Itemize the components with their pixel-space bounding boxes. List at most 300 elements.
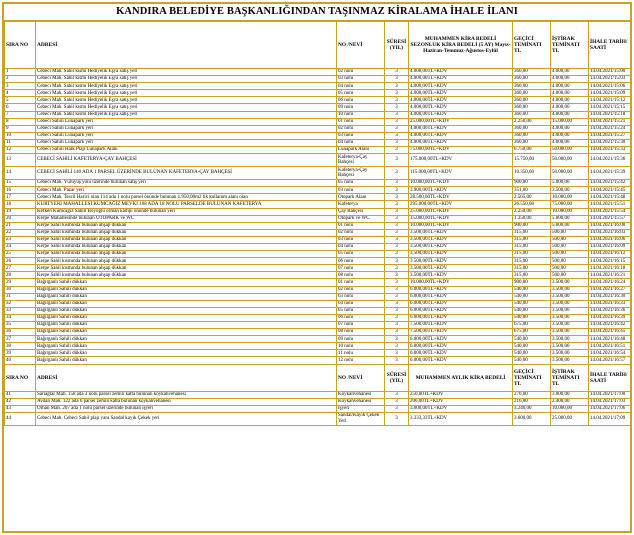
cell-bedel: 6.000,00TL+KDV (409, 357, 513, 364)
table-row (5, 104, 631, 111)
cell-suresi: 3 (385, 208, 409, 215)
cell-bedel: 4.000,00TL+KDV (409, 132, 513, 139)
cell-nevi: 06 nolu (337, 97, 385, 104)
cell-sira-no: 19 (5, 208, 36, 215)
cell-bedel: 75.000,00TL+KDV (409, 147, 513, 154)
cell-ihale-tarih: 14.04.2021/15:51 (589, 201, 631, 208)
cell-bedel: 3.500,00TL+KDV (409, 272, 513, 279)
cell-ihale-tarih: 14.04.2021/16:45 (589, 329, 631, 336)
table-row (5, 167, 631, 180)
cell-nevi: 10 nolu (337, 111, 385, 118)
cell-ihale-tarih: 14.04.2021/17:00 (589, 391, 631, 398)
cell-adres: CEBECİ SAHİLİ 140 ADA 1 PARSEL ÜZERİNDE BULUNAN KAFETERYA-ÇAY BAHÇESİ (36, 167, 337, 180)
cell-bedel: 3.500,00TL+KDV (409, 236, 513, 243)
cell-sira-no: 1 (5, 69, 36, 76)
cell-suresi: 3 (385, 111, 409, 118)
cell-sira-no: 33 (5, 307, 36, 314)
header-nevi: NO /NEVİ (337, 364, 385, 391)
cell-adres: Bağırganlı Sahili dükkan (36, 329, 337, 336)
cell-bedel: 3.500,00TL+KDV (409, 251, 513, 258)
table-row (5, 132, 631, 139)
cell-sira-no: 7 (5, 111, 36, 118)
cell-nevi: 04 nolu (337, 243, 385, 250)
table-row (5, 293, 631, 300)
table-row (5, 187, 631, 194)
cell-sira-no: 22 (5, 229, 36, 236)
cell-istirak-teminat: 4.000,00 (551, 132, 589, 139)
cell-suresi: 3 (385, 300, 409, 307)
cell-sira-no: 27 (5, 265, 36, 272)
cell-adres: Cebeci Mah. Sahil kısmı Hediyelik Eşya satış yeri (36, 83, 337, 90)
cell-adres: Bağırganlı Sahili dükkan (36, 300, 337, 307)
cell-suresi: 3 (385, 147, 409, 154)
cell-istirak-teminat: 4.000,00 (551, 104, 589, 111)
cell-ihale-tarih: 14.04.2021/16:03 (589, 229, 631, 236)
cell-bedel: 200,00TL+KDV (409, 398, 513, 405)
cell-bedel: 6.000,00TL+KDV (409, 314, 513, 321)
table-row (5, 111, 631, 118)
cell-istirak-teminat: 500,00 (551, 272, 589, 279)
cell-istirak-teminat: 500,00 (551, 251, 589, 258)
cell-bedel: 28.500,00TL+KDV (409, 194, 513, 201)
cell-gecici-teminat: 540,00 (513, 300, 551, 307)
cell-bedel: 6.000,00TL+KDV (409, 336, 513, 343)
cell-bedel: 25.000,00TL+KDV (409, 208, 513, 215)
cell-nevi: 03 nolu (337, 187, 385, 194)
cell-bedel: 4.000,00TL+KDV (409, 125, 513, 132)
cell-suresi: 3 (385, 329, 409, 336)
cell-gecici-teminat: 360,00 (513, 125, 551, 132)
table-row (5, 194, 631, 201)
cell-nevi: 03 nolu (337, 293, 385, 300)
cell-suresi: 3 (385, 307, 409, 314)
cell-gecici-teminat: 900,00 (513, 222, 551, 229)
cell-adres: Kerpe Sahil kısmında bulunan ahşap dükkan (36, 258, 337, 265)
cell-gecici-teminat: 360,00 (513, 90, 551, 97)
cell-sira-no: 38 (5, 343, 36, 350)
cell-ihale-tarih: 14.04.2021/17:03 (589, 398, 631, 405)
cell-nevi: 08 nolu (337, 272, 385, 279)
cell-adres: Cebeci Mah. Cebeci Sahil plajı yanı Sandal kayık Çekek yeri (36, 412, 337, 425)
cell-bedel: 4.000,00TL+KDV (409, 83, 513, 90)
cell-ihale-tarih: 14.04.2021/16:15 (589, 258, 631, 265)
cell-ihale-tarih: 14.04.2021/16:06 (589, 236, 631, 243)
cell-gecici-teminat: 540,00 (513, 293, 551, 300)
table-row (5, 272, 631, 279)
cell-istirak-teminat: 4.000,00 (551, 97, 589, 104)
cell-bedel: 3.000,00TL+KDV (409, 405, 513, 412)
cell-adres: Kerpe Sahil kısmında bulunan ahşap dükkan (36, 236, 337, 243)
cell-bedel: 4.000,00TL+KDV (409, 97, 513, 104)
header-ihale-tarih: İHALE TARİH/ SAATİ (589, 22, 631, 69)
cell-adres: KURTYERİ MAHALLESİ KUMCAĞIZ MEVKİ 108 ADA 18 NOLU PARSELDE BULUNAN KAFETERYA (36, 201, 337, 208)
cell-gecici-teminat: 360,00 (513, 69, 551, 76)
table-row (5, 139, 631, 146)
cell-bedel: 6.000,00TL+KDV (409, 350, 513, 357)
cell-gecici-teminat: 2.250,00 (513, 208, 551, 215)
cell-nevi: 03 nolu (337, 236, 385, 243)
header-adres: ADRESİ (36, 22, 337, 69)
cell-suresi: 3 (385, 90, 409, 97)
cell-gecici-teminat: 315,00 (513, 272, 551, 279)
cell-adres: Bağırganlı Sahili dükkan (36, 336, 337, 343)
cell-gecici-teminat: 675,00 (513, 329, 551, 336)
cell-adres: Kerpe Sahil kısmında bulunan ahşap dükkan (36, 243, 337, 250)
table-row (5, 236, 631, 243)
cell-istirak-teminat: 4.000,00 (551, 76, 589, 83)
cell-adres: Kerpe Mahallesinde bulunan OTOPARK ve WC (36, 215, 337, 222)
cell-gecici-teminat: 315,00 (513, 243, 551, 250)
cell-istirak-teminat: 50.000,00 (551, 147, 589, 154)
cell-sira-no: 9 (5, 125, 36, 132)
cell-ihale-tarih: 14.04.2021/16:12 (589, 251, 631, 258)
table-row (5, 286, 631, 293)
cell-nevi: 10 nolu (337, 343, 385, 350)
cell-bedel: 3.500,00TL+KDV (409, 229, 513, 236)
cell-gecici-teminat: 360,00 (513, 132, 551, 139)
cell-ihale-tarih: 14.04.2021/16:42 (589, 322, 631, 329)
cell-sira-no: 23 (5, 236, 36, 243)
cell-nevi: 04 nolu (337, 139, 385, 146)
cell-gecici-teminat: 360,00 (513, 111, 551, 118)
cell-ihale-tarih: 14.04.2021/15:30 (589, 139, 631, 146)
cell-adres: Bağırganlı Sahili dükkan (36, 293, 337, 300)
cell-bedel: 6.000,00TL+KDV (409, 307, 513, 314)
cell-sira-no: 42 (5, 398, 36, 405)
cell-sira-no: 26 (5, 258, 36, 265)
cell-sira-no: 25 (5, 251, 36, 258)
table-row (5, 69, 631, 76)
cell-istirak-teminat: 2.400,00 (551, 398, 589, 405)
cell-adres: Cebeci Sahili Lunapark yeri (36, 118, 337, 125)
cell-adres: Cebeci Mah. Tescil Harici olan 114 ada 1 nolu parsel önünde bulunan 1.950,00m2 lik kullanım alanı olan (36, 194, 337, 201)
cell-istirak-teminat: 3.500,00 (551, 350, 589, 357)
cell-ihale-tarih: 14.04.2021/16:39 (589, 314, 631, 321)
cell-istirak-teminat: 3.500,00 (551, 293, 589, 300)
cell-ihale-tarih: 14.04.2021/15:48 (589, 194, 631, 201)
cell-istirak-teminat: 5.000,00 (551, 215, 589, 222)
table-row (5, 76, 631, 83)
cell-sira-no: 36 (5, 329, 36, 336)
cell-nevi: 08 nolu (337, 329, 385, 336)
cell-nevi: 04 nolu (337, 300, 385, 307)
cell-suresi: 3 (385, 265, 409, 272)
notice-frame (2, 2, 632, 533)
cell-sira-no: 30 (5, 286, 36, 293)
header-sira-no: SIRA NO (5, 364, 36, 391)
cell-gecici-teminat: 540,00 (513, 307, 551, 314)
cell-sira-no: 16 (5, 187, 36, 194)
cell-sira-no: 14 (5, 167, 36, 180)
cell-istirak-teminat: 3.500,00 (551, 187, 589, 194)
notice-title: KANDIRA BELEDİYE BAŞKANLIĞINDAN TAŞINMAZ KİRALAMA İHALE İLANI (4, 4, 630, 21)
cell-sira-no: 41 (5, 391, 36, 398)
cell-gecici-teminat: 360,00 (513, 139, 551, 146)
cell-ihale-tarih: 14.04.2021/16:54 (589, 350, 631, 357)
table-header-row (5, 22, 631, 69)
cell-istirak-teminat: 500,00 (551, 265, 589, 272)
cell-ihale-tarih: 14.04.2021/15:03 (589, 76, 631, 83)
cell-istirak-teminat: 15.000,00 (551, 118, 589, 125)
table-row (5, 398, 631, 405)
cell-suresi: 3 (385, 69, 409, 76)
cell-sira-no: 11 (5, 139, 36, 146)
table-row (5, 265, 631, 272)
cell-adres: Cebeci Mah. Sahil kısmı Hediyelik Eşya satış yeri (36, 69, 337, 76)
cell-sira-no: 12 (5, 147, 36, 154)
cell-istirak-teminat: 3.500,00 (551, 314, 589, 321)
cell-istirak-teminat: 10.000,00 (551, 405, 589, 412)
table-row (5, 357, 631, 364)
cell-gecici-teminat: 900,00 (513, 180, 551, 187)
cell-bedel: 3.500,00TL+KDV (409, 265, 513, 272)
cell-gecici-teminat: 26.550,00 (513, 201, 551, 208)
table-row (5, 314, 631, 321)
cell-gecici-teminat: 15.750,00 (513, 154, 551, 167)
cell-ihale-tarih: 14.04.2021/15:33 (589, 147, 631, 154)
cell-istirak-teminat: 500,00 (551, 243, 589, 250)
cell-suresi: 3 (385, 139, 409, 146)
cell-nevi: 11 nolu (337, 350, 385, 357)
cell-gecici-teminat: 315,00 (513, 258, 551, 265)
header-nevi: NO /NEVİ (337, 22, 385, 69)
table-row (5, 336, 631, 343)
cell-istirak-teminat: 3.500,00 (551, 286, 589, 293)
cell-ihale-tarih: 14.04.2021/17:06 (589, 405, 631, 412)
cell-adres: Cebeci Mah. Sahil kısmı Hediyelik Eşya satış yeri (36, 111, 337, 118)
cell-ihale-tarih: 14.04.2021/16:27 (589, 286, 631, 293)
table-row (5, 83, 631, 90)
table-row (5, 251, 631, 258)
cell-gecici-teminat: 540,00 (513, 357, 551, 364)
header-suresi: SÜRESİ (YIL) (385, 364, 409, 391)
cell-sira-no: 2 (5, 76, 36, 83)
cell-sira-no: 18 (5, 201, 36, 208)
cell-gecici-teminat: 540,00 (513, 286, 551, 293)
cell-suresi: 3 (385, 201, 409, 208)
table-row (5, 222, 631, 229)
cell-adres: Bağırganlı Sahili dükkan (36, 350, 337, 357)
auction-table-body (5, 22, 631, 426)
cell-sira-no: 4 (5, 90, 36, 97)
cell-istirak-teminat: 500,00 (551, 236, 589, 243)
header-suresi: SÜRESİ (YIL) (385, 22, 409, 69)
cell-suresi: 3 (385, 243, 409, 250)
cell-adres: Bağırganlı Sahili dükkan (36, 286, 337, 293)
cell-sira-no: 5 (5, 97, 36, 104)
table-row (5, 154, 631, 167)
cell-nevi: 04 nolu (337, 83, 385, 90)
cell-ihale-tarih: 14.04.2021/15:18 (589, 111, 631, 118)
cell-gecici-teminat: 3.600,00 (513, 412, 551, 425)
cell-gecici-teminat: 315,00 (513, 236, 551, 243)
header-ihale-tarih: İHALE TARİH/ SAATİ (589, 364, 631, 391)
cell-gecici-teminat: 2.565,00 (513, 194, 551, 201)
cell-sira-no: 44 (5, 412, 36, 425)
cell-suresi: 3 (385, 336, 409, 343)
cell-suresi: 3 (385, 251, 409, 258)
cell-ihale-tarih: 14.04.2021/15:54 (589, 208, 631, 215)
cell-ihale-tarih: 14.04.2021/16:24 (589, 279, 631, 286)
cell-bedel: 3.333,33TL+KDV (409, 412, 513, 425)
cell-istirak-teminat: 4.000,00 (551, 111, 589, 118)
cell-istirak-teminat: 4.000,00 (551, 83, 589, 90)
cell-ihale-tarih: 14.04.2021/15:45 (589, 187, 631, 194)
header-sira-no: SIRA NO (5, 22, 36, 69)
cell-gecici-teminat: 6.750,00 (513, 147, 551, 154)
cell-gecici-teminat: 2.250,00 (513, 118, 551, 125)
cell-nevi: 07 nolu (337, 265, 385, 272)
cell-adres: Kerpe Sahil kısmında bulunan ahşap dükkan (36, 272, 337, 279)
cell-ihale-tarih: 14.04.2021/16:18 (589, 265, 631, 272)
cell-suresi: 3 (385, 314, 409, 321)
cell-adres: Cebeci Mah. Sahil kısmı Hediyelik Eşya satış yeri (36, 76, 337, 83)
cell-ihale-tarih: 14.04.2021/16:33 (589, 300, 631, 307)
table-row (5, 97, 631, 104)
cell-ihale-tarih: 14.04.2021/15:06 (589, 83, 631, 90)
header-istirak-teminat: İŞTİRAK TEMİNATI TL (551, 22, 589, 69)
cell-gecici-teminat: 540,00 (513, 350, 551, 357)
table-row (5, 412, 631, 425)
cell-gecici-teminat: 270,00 (513, 391, 551, 398)
header-gecici-teminat: GEÇİCİ TEMİNATI TL (513, 22, 551, 69)
cell-bedel: 15.000,00TL+KDV (409, 215, 513, 222)
cell-adres: Kefken Kumcağız Sahili Boyoğlu orman kampı önünde bulunan yeri (36, 208, 337, 215)
cell-gecici-teminat: 10.350,00 (513, 167, 551, 180)
cell-istirak-teminat: 3.500,00 (551, 300, 589, 307)
cell-gecici-teminat: 900,00 (513, 279, 551, 286)
cell-istirak-teminat: 3.500,00 (551, 357, 589, 364)
table-row (5, 329, 631, 336)
header-gecici-teminat: GEÇİCİ TEMİNATI TL (513, 364, 551, 391)
cell-suresi: 3 (385, 398, 409, 405)
cell-suresi: 3 (385, 125, 409, 132)
cell-adres: CEBECİ SAHİLİ KAFETERYA-ÇAY BAHÇESİ (36, 154, 337, 167)
cell-suresi: 3 (385, 222, 409, 229)
cell-istirak-teminat: 3.000,00 (551, 391, 589, 398)
cell-nevi: 01 nolu (337, 279, 385, 286)
cell-bedel: 7.500,00TL+KDV (409, 322, 513, 329)
cell-sira-no: 40 (5, 357, 36, 364)
cell-sira-no: 32 (5, 300, 36, 307)
cell-suresi: 3 (385, 258, 409, 265)
cell-nevi: Köykahvehanesi (337, 391, 385, 398)
cell-istirak-teminat: 3.500,00 (551, 279, 589, 286)
cell-bedel: 10.000,00TL+KDV (409, 180, 513, 187)
cell-ihale-tarih: 14.04.2021/15:36 (589, 154, 631, 167)
cell-sira-no: 10 (5, 132, 36, 139)
cell-adres: Bağırganlı Sahili dükkan (36, 314, 337, 321)
cell-ihale-tarih: 14.04.2021/16:00 (589, 222, 631, 229)
cell-adres: Bağırganlı Sahili dükkan (36, 343, 337, 350)
cell-ihale-tarih: 14.04.2021/15:15 (589, 104, 631, 111)
cell-bedel: 7.500,00TL+KDV (409, 329, 513, 336)
cell-gecici-teminat: 351,00 (513, 187, 551, 194)
table-row (5, 307, 631, 314)
cell-ihale-tarih: 14.04.2021/16:51 (589, 343, 631, 350)
table-row (5, 258, 631, 265)
cell-gecici-teminat: 360,00 (513, 76, 551, 83)
cell-sira-no: 39 (5, 350, 36, 357)
cell-gecici-teminat: 1.350,00 (513, 215, 551, 222)
cell-gecici-teminat: 315,00 (513, 229, 551, 236)
auction-table (4, 21, 631, 426)
cell-suresi: 3 (385, 104, 409, 111)
cell-istirak-teminat: 4.000,00 (551, 69, 589, 76)
cell-adres: Cebeci Mah. Sahil kısmı Hediyelik Eşya satış yeri (36, 104, 337, 111)
cell-bedel: 4.000,00TL+KDV (409, 104, 513, 111)
cell-sira-no: 24 (5, 243, 36, 250)
cell-ihale-tarih: 14.04.2021/15:42 (589, 180, 631, 187)
cell-bedel: 115.000,00TL+KDV (409, 167, 513, 180)
cell-sira-no: 21 (5, 222, 36, 229)
cell-ihale-tarih: 14.04.2021/15:00 (589, 69, 631, 76)
cell-gecici-teminat: 315,00 (513, 251, 551, 258)
cell-gecici-teminat: 216,00 (513, 398, 551, 405)
cell-bedel: 6.000,00TL+KDV (409, 343, 513, 350)
cell-adres: Kerpe Sahil kısmında bulunan ahşap dükkan (36, 229, 337, 236)
cell-adres: Cebeci Mah. Yürüyüş yolu üzerinde bulunan satış yeri (36, 180, 337, 187)
cell-sira-no: 31 (5, 293, 36, 300)
table-row (5, 201, 631, 208)
cell-suresi: 3 (385, 97, 409, 104)
cell-adres: Cebeci Sahili Lunapark yeri (36, 125, 337, 132)
cell-sira-no: 3 (5, 83, 36, 90)
cell-nevi: Lunapark Alanı (337, 147, 385, 154)
cell-nevi: 05 nolu (337, 251, 385, 258)
cell-istirak-teminat: 25.000,00 (551, 412, 589, 425)
cell-gecici-teminat: 360,00 (513, 97, 551, 104)
cell-suresi: 3 (385, 322, 409, 329)
cell-suresi: 3 (385, 293, 409, 300)
cell-adres: Cebeci Sahili Lunapark yeri (36, 139, 337, 146)
cell-sira-no: 35 (5, 322, 36, 329)
cell-ihale-tarih: 14.04.2021/16:09 (589, 243, 631, 250)
cell-sira-no: 28 (5, 272, 36, 279)
cell-nevi: 02 nolu (337, 125, 385, 132)
cell-ihale-tarih: 14.04.2021/16:30 (589, 293, 631, 300)
cell-sira-no: 15 (5, 180, 36, 187)
cell-bedel: 4.000,00TL+KDV (409, 90, 513, 97)
cell-suresi: 3 (385, 187, 409, 194)
cell-suresi: 3 (385, 272, 409, 279)
cell-nevi: 01 nolu (337, 222, 385, 229)
cell-gecici-teminat: 360,00 (513, 104, 551, 111)
cell-sira-no: 43 (5, 405, 36, 412)
table-row (5, 208, 631, 215)
cell-ihale-tarih: 14.04.2021/15:12 (589, 97, 631, 104)
cell-ihale-tarih: 14.04.2021/15:09 (589, 90, 631, 97)
cell-bedel: 4.000,00TL+KDV (409, 76, 513, 83)
cell-istirak-teminat: 50.000,00 (551, 154, 589, 167)
cell-adres: Cebeci Mah. Sahil kısmı Hediyelik Eşya satış yeri (36, 97, 337, 104)
cell-bedel: 295.000,00TL+KDV (409, 201, 513, 208)
cell-ihale-tarih: 14.04.2021/17:09 (589, 412, 631, 425)
cell-nevi: 03 nolu (337, 132, 385, 139)
cell-adres: Bağırganlı Sahili dükkan (36, 307, 337, 314)
cell-suresi: 3 (385, 194, 409, 201)
cell-adres: Kerpe Sahil kısmında bulunan ahşap dükkan (36, 251, 337, 258)
cell-suresi: 3 (385, 343, 409, 350)
table-row (5, 215, 631, 222)
cell-istirak-teminat: 3.500,00 (551, 307, 589, 314)
cell-gecici-teminat: 540,00 (513, 336, 551, 343)
cell-ihale-tarih: 14.04.2021/16:48 (589, 336, 631, 343)
table-row (5, 243, 631, 250)
cell-istirak-teminat: 5.000,00 (551, 180, 589, 187)
cell-sira-no: 6 (5, 104, 36, 111)
cell-istirak-teminat: 10.000,00 (551, 194, 589, 201)
